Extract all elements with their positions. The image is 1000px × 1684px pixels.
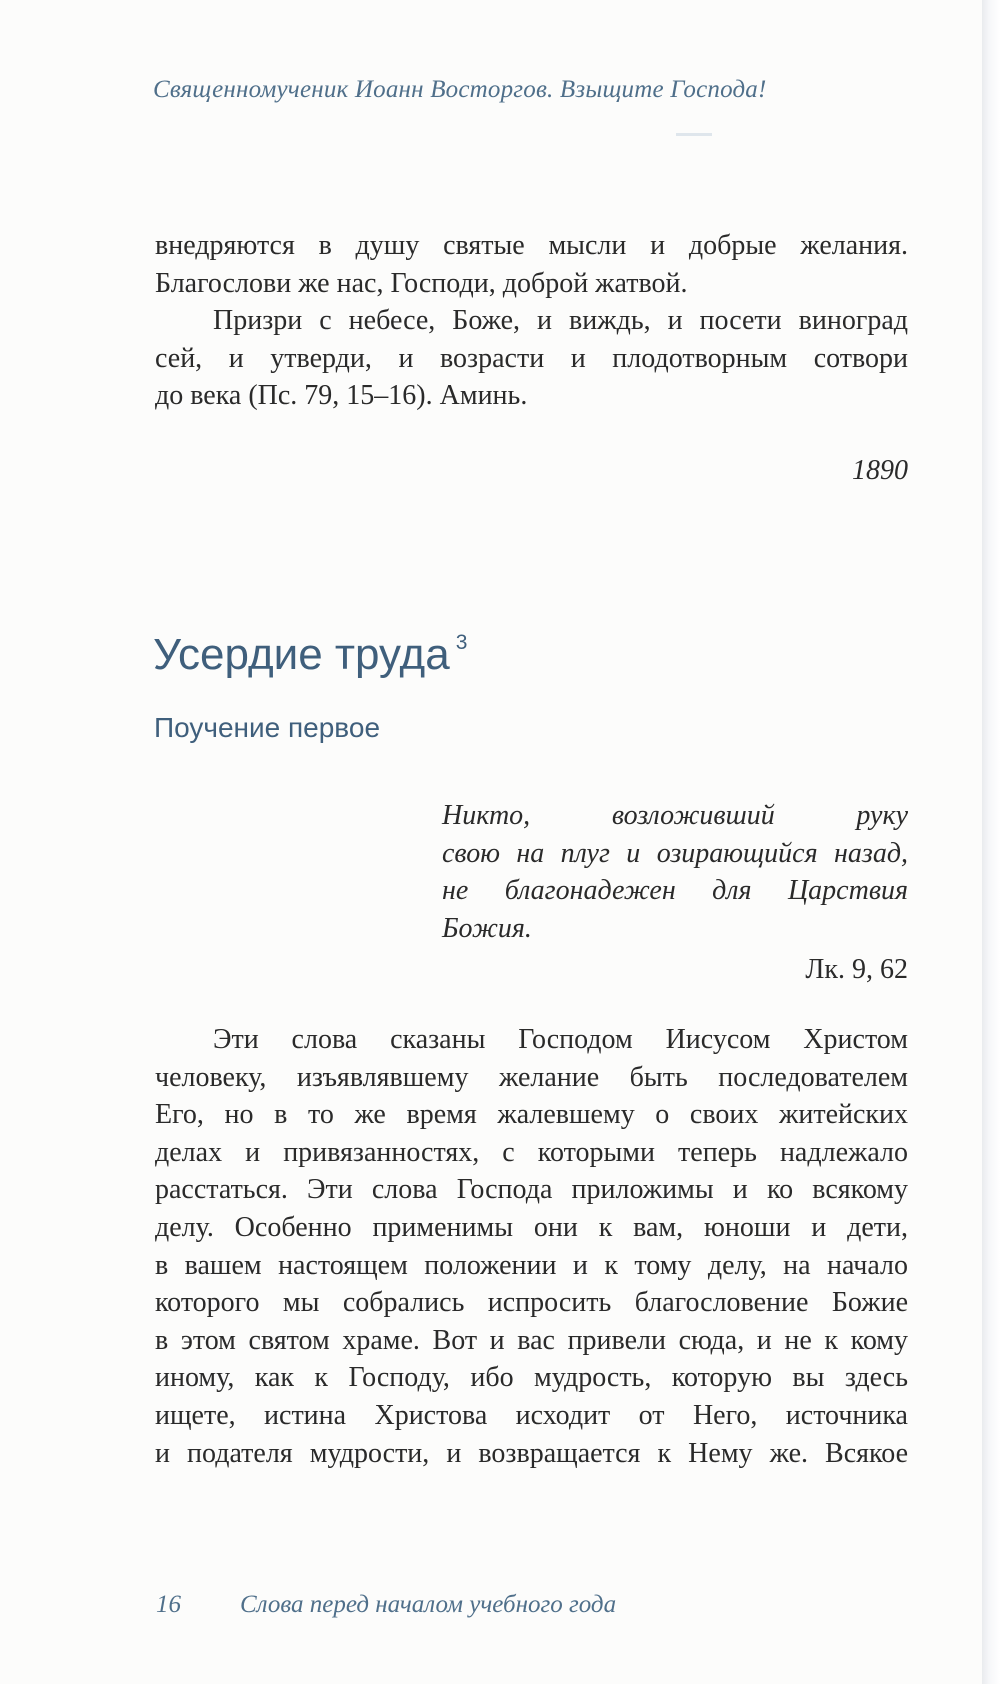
- text-line: внедряются в душу святые мысли и добрые желания.: [155, 230, 908, 261]
- epigraph-reference: Лк. 9, 62: [805, 954, 908, 985]
- section-title-text: Усердие труда: [153, 630, 450, 679]
- text-line: Призри с небесе, Боже, и виждь, и посети виноград: [213, 305, 908, 337]
- text-line: иному, как к Господу, ибо мудрость, которую вы здесь: [155, 1362, 908, 1394]
- running-head-rule: [676, 133, 712, 136]
- footer-section-title: Слова перед началом учебного года: [240, 1591, 617, 1618]
- page-edge: [982, 0, 1000, 1684]
- sermon-date: 1890: [852, 455, 908, 486]
- epigraph: [442, 797, 908, 947]
- body-paragraph: [155, 1021, 908, 1472]
- text-line: Благослови же нас, Господи, доброй жатвой.: [155, 267, 688, 299]
- epigraph-line: не благонадежен для Царствия: [442, 875, 908, 907]
- text-line: человеку, изъявлявшему желание быть последователем: [155, 1061, 908, 1093]
- text-line: в этом святом храме. Вот и вас привели сюда, и не к кому: [155, 1324, 908, 1356]
- epigraph-line: свою на плуг и озирающийся назад,: [442, 837, 908, 869]
- text-line: ищете, истина Христова исходит от Него, источника: [155, 1399, 908, 1431]
- text-line: делах и привязанностях, с которыми теперь надлежало: [155, 1136, 908, 1168]
- text-line: делу. Особенно применимы они к вам, юноши и дети,: [155, 1211, 908, 1243]
- running-head: Священномученик Иоанн Восторгов. Взыщите Господа!: [153, 76, 767, 103]
- text-line: сей, и утверди, и возрасти и плодотворным сотвори: [155, 342, 908, 374]
- text-line: в вашем настоящем положении и к тому делу, на начало: [155, 1249, 908, 1281]
- text-line: Эти слова сказаны Господом Иисусом Христом: [213, 1024, 908, 1055]
- page-number: 16: [156, 1591, 181, 1618]
- text-line: и подателя мудрости, и возвращается к Нему же. Всякое: [155, 1437, 908, 1469]
- section-subtitle: Поучение первое: [154, 712, 381, 743]
- epigraph-line: Божия.: [442, 912, 532, 944]
- epigraph-line: Никто, возложивший руку: [442, 800, 908, 831]
- text-line: до века (Пс. 79, 15–16). Аминь.: [155, 380, 528, 412]
- text-line: Его, но в то же время жалевшему о своих житейских: [155, 1099, 908, 1131]
- section-title: [153, 630, 467, 680]
- text-line: расстаться. Эти слова Господа приложимы и ко всякому: [155, 1174, 908, 1206]
- closing-paragraph: [155, 227, 908, 415]
- footnote-marker[interactable]: 3: [455, 631, 468, 654]
- text-line: которого мы собрались испросить благословение Божие: [155, 1287, 908, 1319]
